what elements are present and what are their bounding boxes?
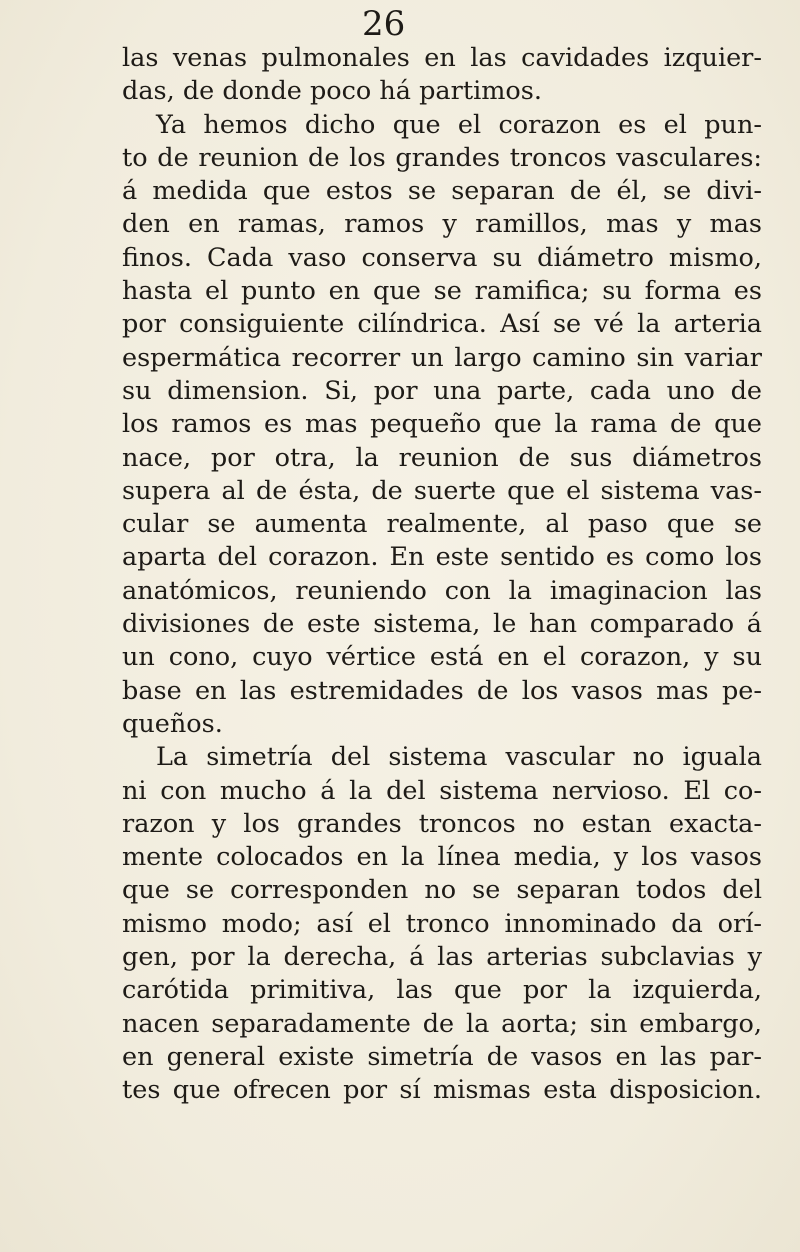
text-line: to de reunion de los grandes troncos vasculares:	[122, 142, 762, 173]
text-line: que se corresponden no se separan todos del	[122, 875, 762, 906]
text-line: den en ramas, ramos y ramillos, mas y mas	[122, 209, 762, 240]
text-line: nacen separadamente de la aorta; sin embargo,	[122, 1008, 762, 1039]
text-line: las venas pulmonales en las cavidades izquier-	[122, 43, 762, 73]
text-line: ni con mucho á la del sistema nervioso. El co-	[122, 775, 762, 806]
text-line: un cono, cuyo vértice está en el corazon, y su	[122, 642, 762, 673]
text-line: gen, por la derecha, á las arterias subclavias y	[122, 942, 762, 973]
text-line: en general existe simetría de vasos en las par-	[122, 1041, 762, 1072]
body-text	[122, 42, 762, 1108]
text-line: razon y los grandes troncos no estan exacta-	[122, 808, 762, 839]
text-line: su dimension. Si, por una parte, cada uno de	[122, 375, 762, 406]
text-line: mente colocados en la línea media, y los vasos	[122, 842, 762, 873]
text-line: á medida que estos se separan de él, se divi-	[122, 176, 762, 207]
text-line: queños.	[122, 708, 223, 739]
text-line: finos. Cada vaso conserva su diámetro mismo,	[122, 242, 762, 273]
text-line: cular se aumenta realmente, al paso que se	[122, 509, 762, 540]
text-line: base en las estremidades de los vasos mas pe-	[122, 675, 762, 706]
text-line: carótida primitiva, las que por la izquierda,	[122, 975, 762, 1006]
page-number: 26	[362, 4, 406, 44]
text-line: anatómicos, reuniendo con la imaginacion las	[122, 575, 762, 606]
text-line: das, de donde poco há partimos.	[122, 76, 542, 107]
text-line: Ya hemos dicho que el corazon es el pun-	[156, 109, 762, 140]
text-line: hasta el punto en que se ramifica; su forma es	[122, 276, 762, 307]
text-line: nace, por otra, la reunion de sus diámetros	[122, 442, 762, 473]
text-line: supera al de ésta, de suerte que el sistema vas-	[122, 475, 762, 506]
text-line: aparta del corazon. En este sentido es como los	[122, 542, 762, 573]
text-line: mismo modo; así el tronco innominado da orí-	[122, 908, 762, 939]
text-line: los ramos es mas pequeño que la rama de que	[122, 409, 762, 440]
text-line: por consiguiente cilíndrica. Así se vé la arteria	[122, 309, 762, 340]
text-line: La simetría del sistema vascular no iguala	[156, 742, 762, 773]
text-line: divisiones de este sistema, le han comparado á	[122, 609, 762, 640]
text-line: tes que ofrecen por sí mismas esta disposicion.	[122, 1075, 762, 1106]
text-line: espermática recorrer un largo camino sin variar	[122, 342, 762, 373]
